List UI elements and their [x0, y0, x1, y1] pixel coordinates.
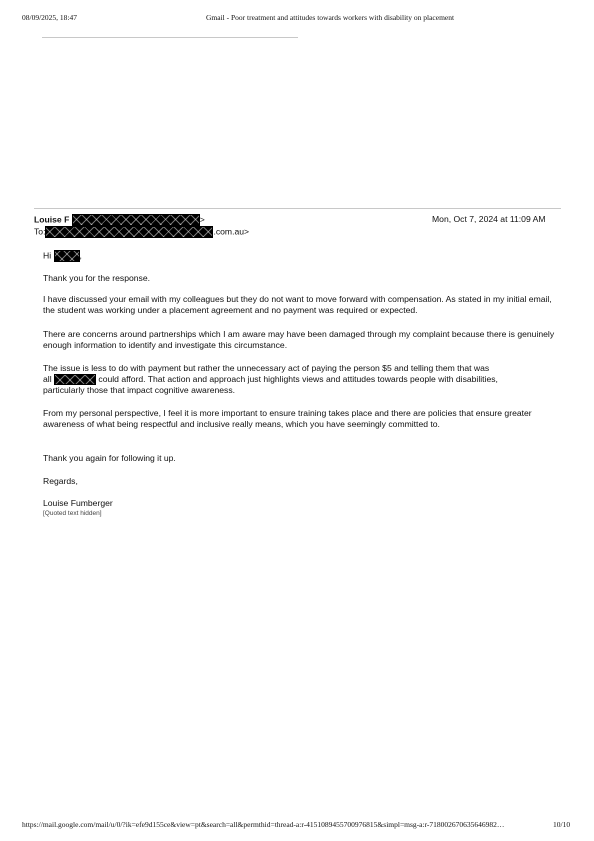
print-title: Gmail - Poor treatment and attitudes towards workers with disability on placement [206, 13, 455, 22]
sender-suffix: > [199, 214, 205, 225]
redacted-sender-email [72, 214, 200, 226]
header-divider [42, 37, 298, 38]
greeting-comma: , [79, 250, 82, 261]
redacted-organisation-name [54, 374, 96, 385]
to-label: To: [34, 226, 46, 237]
paragraph-7: Regards, [43, 476, 78, 486]
paragraph-4 [43, 363, 558, 395]
print-url: https://mail.google.com/mail/u/0/?ik=efe9d155ce&view=pt&search=all&permthid=thread-a:r-4151089455700976815&simpl=msg-a:r-718002670635646982… [22, 820, 505, 829]
paragraph-4-line-1: The issue is less to do with payment but rather the unnecessary act of paying the person $5 and telling them that was [43, 363, 490, 373]
paragraph-5: From my personal perspective, I feel it is more important to ensure training takes place and there are policies that ensure greater awareness of what being respectful and inclusive really means, which you have seemingly committed to. [43, 408, 532, 429]
page-number: 10/10 [553, 820, 571, 829]
recipient-suffix: .com.au> [213, 226, 250, 237]
paragraph-2: I have discussed your email with my colleagues but they do not want to move forward with compensation. As stated in my initial email, the student was working under a placement agreement and no payment was required or expected. [43, 294, 552, 315]
redacted-recipient-name [54, 250, 80, 262]
greeting [43, 250, 82, 262]
message-divider [34, 208, 561, 209]
print-datetime: 08/09/2025, 18:47 [22, 13, 78, 22]
quoted-text-toggle[interactable]: [Quoted text hidden] [43, 510, 102, 517]
paragraph-4-line-3: particularly those that impact cognitive awareness. [43, 384, 236, 395]
sender-line [34, 214, 205, 226]
sender-name: Louise F [34, 214, 70, 225]
greeting-word: Hi [43, 250, 52, 261]
paragraph-1: Thank you for the response. [43, 273, 151, 283]
signature: Louise Fumberger [43, 498, 113, 508]
paragraph-6: Thank you again for following it up. [43, 453, 176, 463]
recipient-line [34, 226, 249, 238]
paragraph-4-line-2 [43, 374, 558, 385]
paragraph-4-pre: all [43, 373, 52, 384]
redacted-recipient-email [45, 226, 213, 238]
paragraph-3: There are concerns around partnerships which I am aware may have been damaged through my complaint because there is genuinely enough information to identify and investigate this circumstance. [43, 329, 555, 350]
paragraph-4-post: could afford. That action and approach just highlights views and attitudes towards people with disabilities, [98, 373, 498, 384]
message-date: Mon, Oct 7, 2024 at 11:09 AM [432, 214, 546, 224]
